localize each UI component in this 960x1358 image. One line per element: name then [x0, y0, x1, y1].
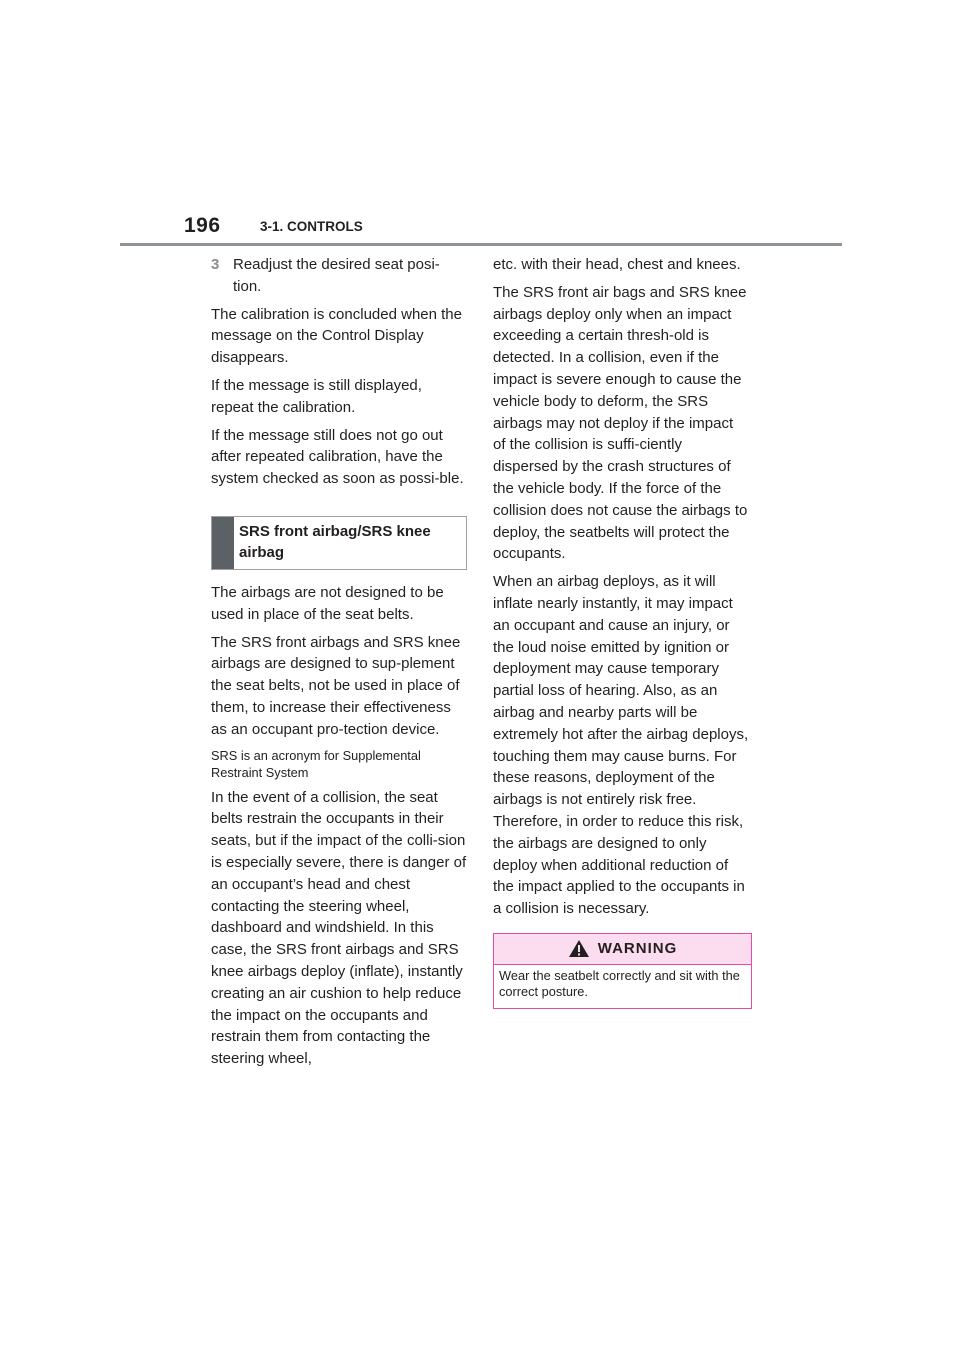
page-number: 196 [184, 214, 221, 237]
section-subheading [211, 516, 467, 570]
warning-box [493, 933, 752, 1009]
section-title: 3-1. CONTROLS [260, 219, 363, 234]
paragraph: If the message is still displayed, repeat the calibration. [211, 376, 422, 416]
paragraph: In the event of a collision, the seat belts restrain the occupants in their seats, but if the impact of the colli-sion is especially severe, there is danger of an occupant’s head and chest contacting the steering wheel, dashboard and windshield. In this case, the SRS front airbags and SRS knee airbags deploy (inflate), instantly creating an air cushion to help reduce the impact on the occupants and restrain them from contacting the steering wheel, [211, 788, 467, 1068]
step-text: Readjust the desired seat posi-tion. [233, 256, 440, 295]
subheading-text: SRS front airbag/SRS knee airbag [239, 522, 431, 561]
warning-title: WARNING [597, 940, 678, 958]
right-column [493, 254, 749, 1009]
warning-triangle-icon [568, 939, 590, 958]
header-divider [120, 243, 842, 246]
step-number: 3 [211, 256, 220, 273]
paragraph: If the message still does not go out after repeated calibration, have the system checked as soon as possi-ble. [211, 426, 464, 488]
left-column [211, 254, 467, 1076]
paragraph: The SRS front airbags and SRS knee airbags are designed to sup-plement the seat belts, not be used in place of them, to increase their effectiveness as an occupant pro-tection device. [211, 633, 461, 738]
step-item [211, 254, 467, 298]
paragraph: When an airbag deploys, as it will inflate nearly instantly, it may impact an occupant and cause an injury, or the loud noise emitted by ignition or deployment may cause temporary partial loss of hearing. Also, as an airbag and nearby parts will be extremely hot after the airbag deploys, touching them may cause burns. For these reasons, deployment of the airbags is not entirely risk free. Therefore, in order to reduce this risk, the airbags are designed to only deploy when additional reduction of the impact applied to the occupants in a collision is necessary. [493, 573, 749, 918]
subheading-bar [212, 517, 234, 569]
paragraph: The SRS front air bags and SRS knee airbags deploy only when an impact exceeding a certain thresh-old is detected. In a collision, even if the impact is severe enough to cause the vehicle body to deform, the SRS airbags may not deploy if the impact of the collision is suffi-ciently dispersed by the crash structures of the vehicle body. If the force of the collision does not cause the airbags to deploy, the seatbelts will protect the occupants. [493, 283, 748, 563]
paragraph: etc. with their head, chest and knees. [493, 256, 741, 273]
warning-text: Wear the seatbelt correctly and sit with the correct posture. [499, 967, 740, 999]
paragraph: The airbags are not designed to be used in place of the seat belts. [211, 583, 444, 623]
warning-header [494, 934, 751, 965]
acronym-note: SRS is an acronym for Supplemental Restraint System [211, 747, 421, 780]
paragraph: The calibration is concluded when the message on the Control Display disappears. [211, 305, 462, 367]
